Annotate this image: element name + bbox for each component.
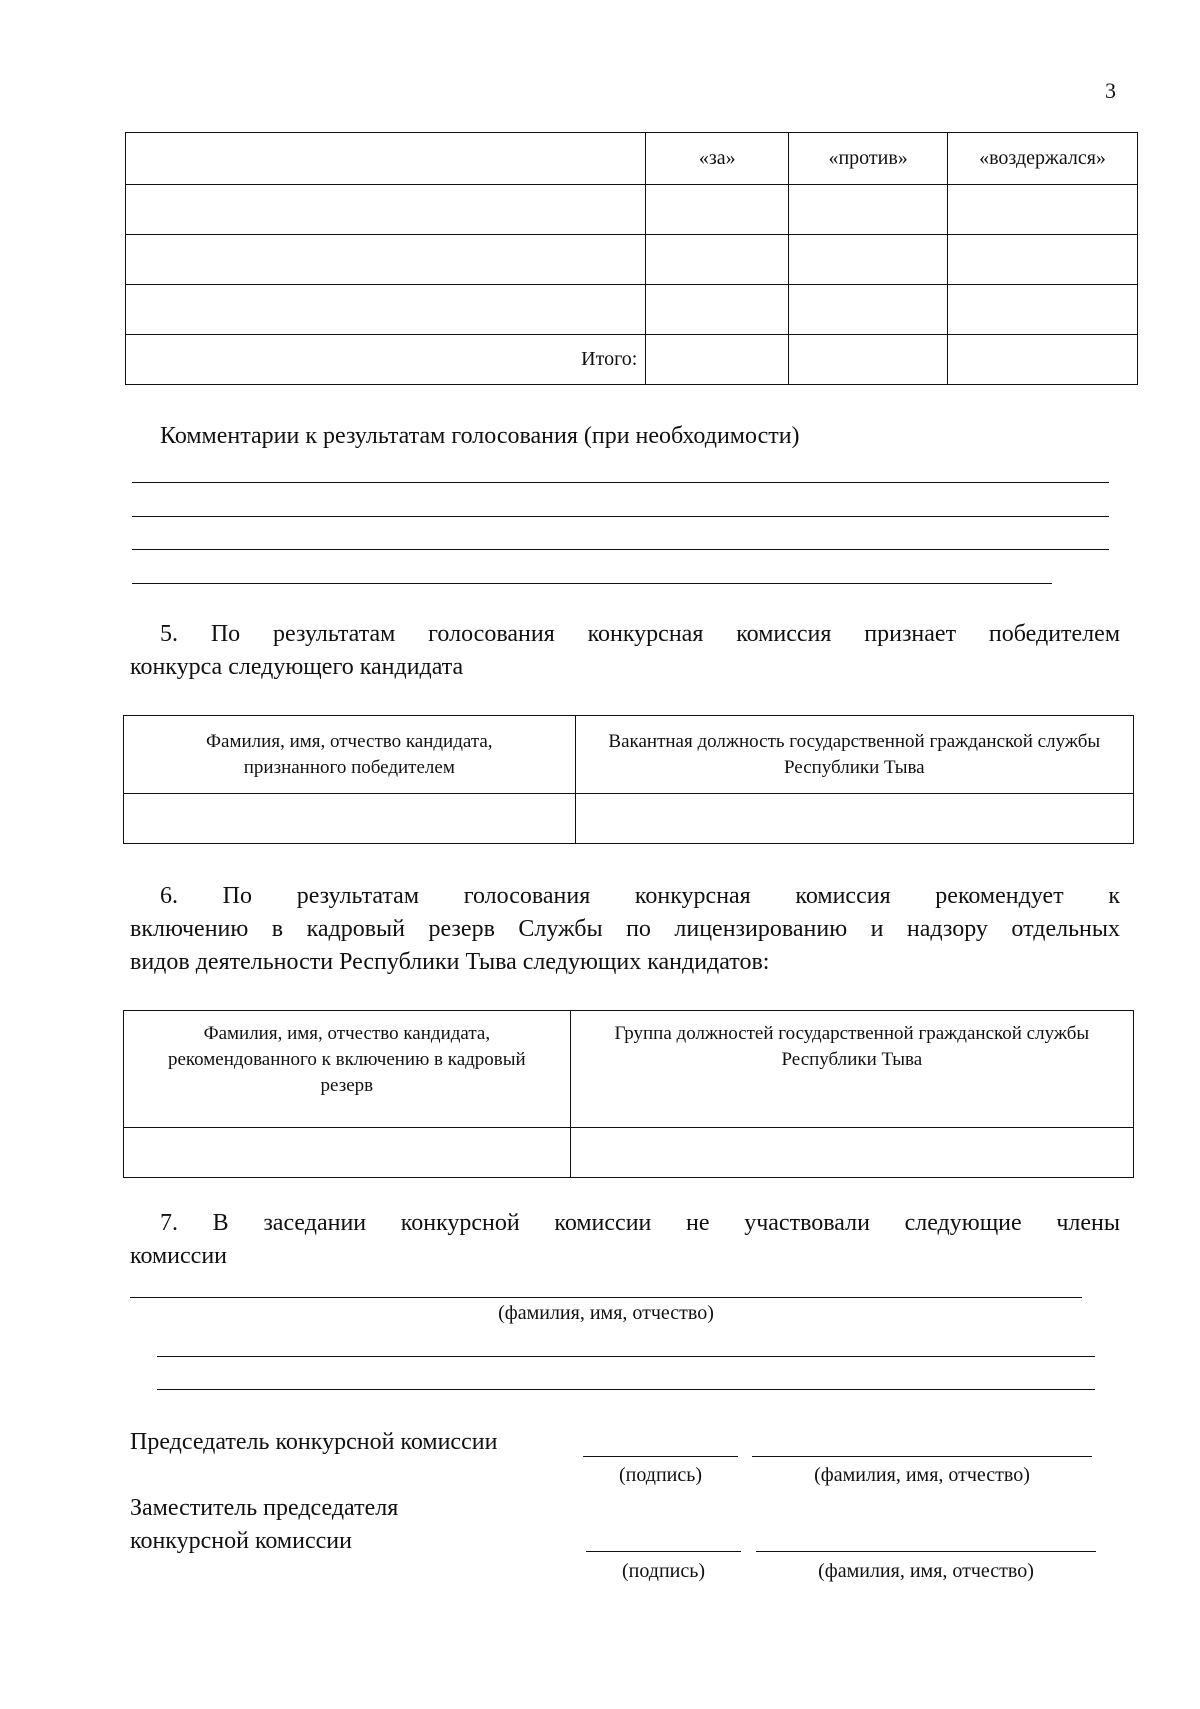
chairman-fio-caption: (фамилия, имя, отчество) — [814, 1464, 1030, 1486]
comment-line — [132, 516, 1109, 517]
comments-label: Комментарии к результатам голосования (при необходимости) — [160, 423, 800, 449]
vote-header-abstained: «воздержался» — [948, 133, 1138, 185]
vote-total-label: Итого: — [126, 335, 646, 385]
page-number: 3 — [1105, 78, 1116, 103]
absent-member-line — [130, 1297, 1082, 1298]
reserve-table-header-row — [124, 1011, 1134, 1128]
section5-line2: конкурса следующего кандидата — [130, 654, 464, 680]
section7-line1: 7. В заседании конкурсной комиссии не участвовали следующие члены — [160, 1210, 1120, 1236]
absent-member-line — [157, 1389, 1095, 1390]
absent-fio-caption: (фамилия, имя, отчество) — [498, 1302, 714, 1324]
table-row — [124, 794, 1134, 844]
chairman-signature-line — [583, 1456, 738, 1457]
deputy-label-line1: Заместитель председателя — [130, 1495, 399, 1521]
reserve-header-group: Группа должностей государственной гражданской службы Республики Тыва — [570, 1011, 1133, 1128]
absent-member-line — [157, 1356, 1095, 1357]
winner-table-header-row — [124, 716, 1134, 794]
section6-line1: 6. По результатам голосования конкурсная комиссия рекомендует к — [160, 883, 1120, 909]
vote-header-against: «против» — [789, 133, 948, 185]
vote-header-candidate — [126, 133, 646, 185]
table-row — [126, 285, 1138, 335]
deputy-signature-line — [586, 1551, 741, 1552]
deputy-fio-caption: (фамилия, имя, отчество) — [818, 1560, 1034, 1582]
chairman-fio-line — [752, 1456, 1092, 1457]
comment-line — [132, 583, 1052, 584]
table-row — [126, 185, 1138, 235]
comment-line — [132, 549, 1109, 550]
vote-header-for: «за» — [646, 133, 789, 185]
vote-table-header-row — [126, 133, 1138, 185]
winner-table — [123, 715, 1134, 844]
vote-table — [125, 132, 1138, 385]
winner-header-position: Вакантная должность государственной гражданской службы Республики Тыва — [575, 716, 1133, 794]
section6-line3: видов деятельности Республики Тыва следующих кандидатов: — [130, 949, 770, 975]
comment-line — [132, 482, 1109, 483]
table-row — [124, 1128, 1134, 1178]
reserve-header-name: Фамилия, имя, отчество кандидата, рекомендованного к включению в кадровый резерв — [124, 1011, 571, 1128]
section5-line1: 5. По результатам голосования конкурсная комиссия признает победителем — [160, 621, 1120, 647]
chairman-signature-caption: (подпись) — [618, 1464, 703, 1486]
table-row — [126, 235, 1138, 285]
deputy-label-line2: конкурсной комиссии — [130, 1528, 352, 1554]
deputy-signature-caption: (подпись) — [621, 1560, 706, 1582]
winner-header-name: Фамилия, имя, отчество кандидата, признанного победителем — [124, 716, 576, 794]
vote-total-row — [126, 335, 1138, 385]
section7-line2: комиссии — [130, 1243, 228, 1269]
chairman-label: Председатель конкурсной комиссии — [130, 1429, 498, 1455]
section6-line2: включению в кадровый резерв Службы по лицензированию и надзору отдельных — [130, 916, 1120, 942]
reserve-table — [123, 1010, 1134, 1178]
deputy-fio-line — [756, 1551, 1096, 1552]
